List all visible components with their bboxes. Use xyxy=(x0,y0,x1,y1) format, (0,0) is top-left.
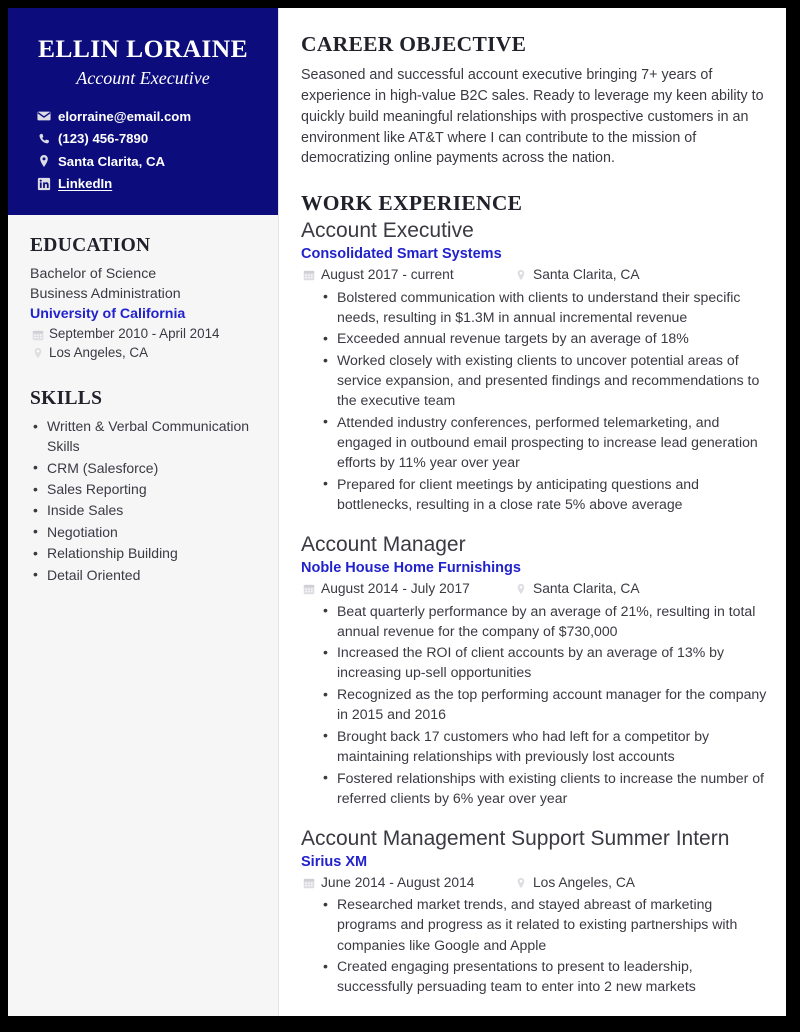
job-entry xyxy=(301,532,767,808)
calendar-icon xyxy=(301,583,316,595)
job-entry xyxy=(301,826,767,997)
job-bullets xyxy=(301,894,767,996)
list-item: • Sales Reporting xyxy=(30,480,256,500)
skills-heading: SKILLS xyxy=(30,388,103,410)
list-item: • Beat quarterly performance by an average of 21%, resulting in total annual revenue for the company of $730,000 xyxy=(323,601,767,641)
education-section xyxy=(30,235,256,362)
education-dates-label: September 2010 - April 2014 xyxy=(49,326,220,342)
education-degree: Bachelor of Science xyxy=(30,266,157,282)
location-pin-icon xyxy=(30,347,45,359)
job-company[interactable]: Noble House Home Furnishings xyxy=(301,559,521,576)
main-content xyxy=(279,8,786,1016)
job-bullets xyxy=(301,287,767,515)
list-item: • Created engaging presentations to present to leadership, successfully persuading team to enter into 2 new markets xyxy=(323,956,767,996)
job-dates xyxy=(301,579,513,598)
education-major: Business Administration xyxy=(30,286,181,303)
contact-linkedin-label: LinkedIn xyxy=(58,176,113,192)
list-item: • Bolstered communication with clients to understand their specific needs, resulting in $1.3M in annual incremental revenue xyxy=(323,287,767,327)
section-spacer xyxy=(301,519,767,532)
contact-list xyxy=(30,109,256,191)
contact-email-label: elorraine@email.com xyxy=(58,108,192,124)
location-pin-icon xyxy=(513,269,528,281)
list-item: • Worked closely with existing clients to uncover potential areas of service expansion, and presented findings and recommendations to the executive team xyxy=(323,350,767,410)
education-location-label: Los Angeles, CA xyxy=(49,344,149,360)
job-entry xyxy=(301,218,767,514)
job-dates-label: August 2017 - current xyxy=(321,267,454,283)
contact-phone[interactable] xyxy=(35,132,256,146)
candidate-role: Account Executive xyxy=(76,68,210,89)
career-objective-text: Seasoned and successful account executive bringing 7+ years of experience in high-value B2C sales. Ready to leverage my keen ability to quickly build meaningful relationships with prospective customers in an environment like AT&T where I can contribute to the mission of democratizing online payments across the nation. xyxy=(301,67,764,167)
contact-location-label: Santa Clarita, CA xyxy=(58,153,165,169)
education-location xyxy=(30,344,256,363)
job-dates-label: June 2014 - August 2014 xyxy=(321,874,475,890)
job-title: Account Executive xyxy=(301,219,474,243)
job-bullets xyxy=(301,601,767,808)
sidebar xyxy=(8,8,279,1016)
job-dates-label: August 2014 - July 2017 xyxy=(321,581,470,597)
job-location-label: Los Angeles, CA xyxy=(533,874,636,890)
list-item: • Attended industry conferences, performed telemarketing, and engaged in outbound email prospecting to increase lead generation efforts by 11% year over year xyxy=(323,412,767,472)
calendar-icon xyxy=(301,877,316,889)
location-pin-icon xyxy=(513,877,528,889)
list-item: • Prepared for client meetings by anticipating questions and bottlenecks, resulting in a close rate 5% above average xyxy=(323,474,767,514)
career-objective-heading: CAREER OBJECTIVE xyxy=(301,32,527,56)
linkedin-icon xyxy=(35,177,52,191)
envelope-icon xyxy=(35,109,52,123)
job-company[interactable]: Sirius XM xyxy=(301,853,368,870)
calendar-icon xyxy=(301,269,316,281)
list-item: • Written & Verbal Communication Skills xyxy=(30,417,256,457)
contact-location xyxy=(35,154,256,168)
job-title: Account Manager xyxy=(301,533,466,557)
contact-phone-label: (123) 456-7890 xyxy=(58,131,149,147)
job-location xyxy=(513,265,640,284)
list-item: • Relationship Building xyxy=(30,544,256,564)
contact-email[interactable] xyxy=(35,109,256,123)
skills-list xyxy=(30,417,256,585)
job-meta xyxy=(301,873,767,892)
work-experience-heading: WORK EXPERIENCE xyxy=(301,191,523,216)
work-experience-section xyxy=(301,191,767,996)
list-item: • Negotiation xyxy=(30,523,256,543)
list-item: • Increased the ROI of client accounts by an average of 13% by increasing up-sell opportunities xyxy=(323,642,767,682)
list-item: • Researched market trends, and stayed abreast of marketing programs and progress as it related to existing partnerships with companies like Google and Apple xyxy=(323,894,767,954)
job-title: Account Management Support Summer Intern xyxy=(301,826,730,850)
job-location-label: Santa Clarita, CA xyxy=(533,267,640,283)
education-school: University of California xyxy=(30,306,186,323)
candidate-name: ELLIN LORAINE xyxy=(38,34,248,63)
job-company[interactable]: Consolidated Smart Systems xyxy=(301,245,502,262)
section-spacer xyxy=(301,813,767,826)
contact-linkedin[interactable] xyxy=(35,177,256,191)
list-item: • Brought back 17 customers who had left for a competitor by maintaining relationships with previously lost accounts xyxy=(323,726,767,766)
job-location xyxy=(513,579,640,598)
phone-icon xyxy=(35,132,52,146)
skills-section xyxy=(30,388,256,585)
list-item: • Inside Sales xyxy=(30,501,256,521)
job-location xyxy=(513,873,635,892)
education-heading: EDUCATION xyxy=(30,235,151,256)
career-objective-section xyxy=(301,32,767,169)
identity-header xyxy=(8,8,278,215)
job-meta xyxy=(301,265,767,284)
list-item: • Fostered relationships with existing clients to increase the number of referred clients by 6% year over year xyxy=(323,768,767,808)
list-item: • CRM (Salesforce) xyxy=(30,459,256,479)
location-pin-icon xyxy=(513,583,528,595)
job-dates xyxy=(301,265,513,284)
list-item: • Exceeded annual revenue targets by an average of 18% xyxy=(323,328,767,348)
job-meta xyxy=(301,579,767,598)
calendar-icon xyxy=(30,329,45,341)
job-dates xyxy=(301,873,513,892)
education-dates xyxy=(30,325,256,344)
location-pin-icon xyxy=(35,154,52,168)
sidebar-body xyxy=(8,215,278,585)
list-item: • Recognized as the top performing account manager for the company in 2015 and 2016 xyxy=(323,684,767,724)
job-location-label: Santa Clarita, CA xyxy=(533,581,640,597)
list-item: • Detail Oriented xyxy=(30,566,256,586)
resume-page xyxy=(8,8,786,1016)
